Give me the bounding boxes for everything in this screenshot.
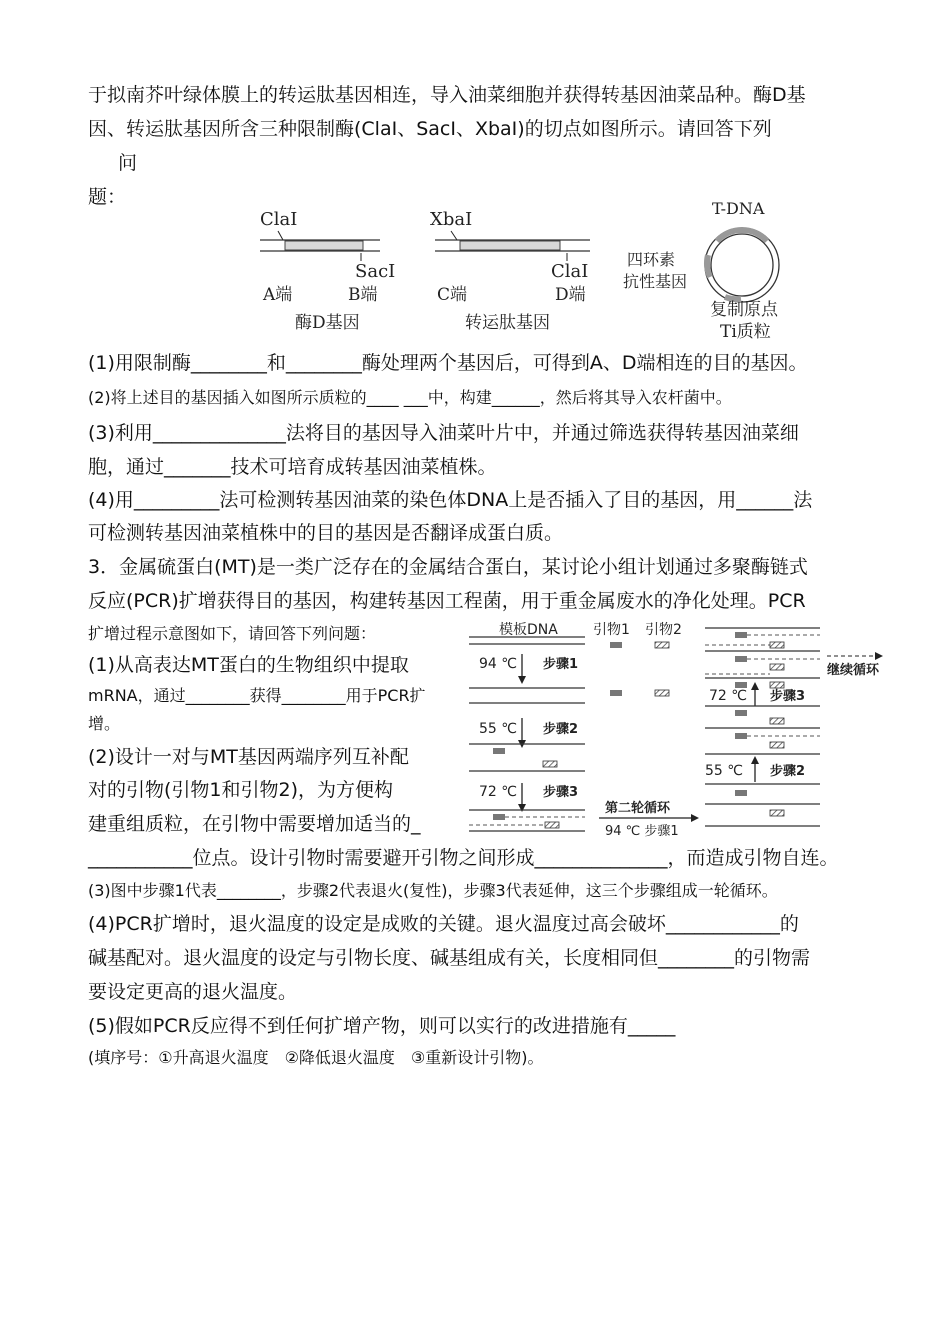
q3-sub1a: (1)从高表达MT蛋白的生物组织中提取	[88, 654, 409, 676]
q3-sub4b: 碱基配对。退火温度的设定与引物长度、碱基组成有关，长度相同但________的引物需	[88, 947, 811, 969]
xbai-site-label: XbaⅠ	[430, 209, 473, 230]
temp-94-label: 94 ℃	[479, 656, 517, 672]
tdna-label: T-DNA	[712, 199, 765, 218]
q2-part1: (1)用限制酶________和________酶处理两个基因后，可得到A、D端相连的目的基因。	[88, 352, 808, 374]
ori-label: 复制原点	[710, 300, 778, 320]
primer2-bound	[543, 761, 557, 767]
b-end-label: B端	[348, 285, 378, 305]
q2-part3b: 胞，通过_______技术可培育成转基因油菜植株。	[88, 456, 497, 478]
step2-label-right: 步骤2	[770, 764, 806, 779]
intro-line-2: 因、转运肽基因所含三种限制酶(ClaⅠ、SacⅠ、XbaⅠ)的切点如图所示。请回答下列	[88, 118, 772, 140]
saci-site-label: SacⅠ	[355, 261, 396, 282]
q3-sub2a: (2)设计一对与MT基因两端序列互补配	[88, 746, 409, 768]
clai-site-label-2: ClaⅠ	[551, 261, 589, 282]
primer1-bound	[493, 748, 505, 754]
temp-72-label-right: 72 ℃	[709, 688, 747, 704]
q3-header-3: 扩增过程示意图如下，请回答下列问题：	[88, 624, 377, 643]
q2-part4a: (4)用_________法可检测转基因油菜的染色体DNA上是否插入了目的基因，用______法	[88, 489, 813, 511]
second-step-label: 94 ℃ 步骤1	[605, 824, 679, 839]
step1-label: 步骤1	[543, 657, 579, 672]
ti-plasmid-diagram	[623, 199, 779, 342]
enzyme-d-gene-diagram	[260, 209, 395, 333]
q3-sub2d: ___________位点。设计引物时需要避开引物之间形成______________，而造成引物自连。	[88, 847, 839, 869]
clai-site-label-1: ClaⅠ	[260, 209, 298, 230]
primer2-label: 引物2	[645, 622, 682, 638]
intro-line-3: 问	[118, 152, 138, 174]
temp-72-label: 72 ℃	[479, 784, 517, 800]
continue-cycle-label: 继续循环	[827, 663, 880, 678]
q3-header-2: 反应(PCR)扩增获得目的基因，构建转基因工程菌，用于重金属废水的净化处理。PCR	[88, 590, 806, 612]
q2-part2: (2)将上述目的基因插入如图所示质粒的____ ___中，构建______，然后将其导入农杆菌中。	[88, 388, 732, 407]
q3-sub2b: 对的引物(引物1和引物2)，为方便构	[88, 779, 394, 801]
q2-part3a: (3)利用______________法将目的基因导入油菜叶片中，并通过筛选获得转基因油菜细	[88, 422, 799, 444]
q3-sub2c: 建重组质粒，在引物中需要增加适当的_	[88, 813, 421, 835]
c-end-label: C端	[437, 285, 468, 305]
a-end-label: A端	[263, 285, 293, 305]
template-dna-label: 模板DNA	[499, 622, 558, 638]
gene-plasmid-figure	[255, 195, 815, 345]
intro-line-4: 题：	[88, 186, 127, 208]
enzyme-d-caption: 酶D基因	[295, 313, 360, 333]
tet-label-1: 四环素	[627, 250, 676, 269]
step3-label-left: 步骤3	[543, 785, 579, 800]
q3-sub1c: 增。	[88, 714, 121, 733]
q3-sub5b: (填序号：①升高退火温度 ②降低退火温度 ③重新设计引物)。	[88, 1048, 544, 1067]
primer1-label: 引物1	[593, 622, 630, 638]
ori-segment	[725, 297, 741, 299]
transit-caption: 转运肽基因	[465, 313, 550, 333]
q3-sub4c: 要设定更高的退火温度。	[88, 981, 298, 1003]
q3-sub4a: (4)PCR扩增时，退火温度的设定是成败的关键。退火温度过高会破坏____________的	[88, 913, 799, 935]
tet-resistance-segment	[707, 255, 710, 277]
transit-gene-diagram	[430, 209, 590, 333]
q2-part4b: 可检测转基因油菜植株中的目的基因是否翻译成蛋白质。	[88, 522, 564, 544]
temp-55-label-right: 55 ℃	[705, 763, 743, 779]
q3-sub3: (3)图中步骤1代表________，步骤2代表退火(复性)，步骤3代表延伸，这三个步骤组成一轮循环。	[88, 881, 778, 900]
intro-line-1: 于拟南芥叶绿体膜上的转运肽基因相连，导入油菜细胞并获得转基因油菜品种。酶D基	[88, 84, 806, 106]
ti-plasmid-caption: Ti质粒	[720, 322, 771, 342]
pcr-diagram	[465, 618, 895, 840]
primer1-legend	[610, 642, 622, 648]
q3-header-1: 3．金属硫蛋白(MT)是一类广泛存在的金属结合蛋白，某讨论小组计划通过多聚酶链式	[88, 556, 808, 578]
q3-sub1b: mRNA，通过________获得________用于PCR扩	[88, 686, 426, 705]
tet-label-2: 抗性基因	[623, 272, 688, 291]
d-end-label: D端	[555, 285, 586, 305]
second-cycle-label: 第二轮循环	[605, 801, 671, 816]
step2-label: 步骤2	[543, 722, 579, 737]
step3-label-right: 步骤3	[770, 689, 806, 704]
q3-sub5a: (5)假如PCR反应得不到任何扩增产物，则可以实行的改进措施有_____	[88, 1015, 676, 1037]
transit-gene-bar	[460, 241, 560, 250]
enzyme-d-gene-bar	[285, 241, 363, 250]
primer2-legend	[655, 642, 669, 648]
temp-55-label: 55 ℃	[479, 721, 517, 737]
